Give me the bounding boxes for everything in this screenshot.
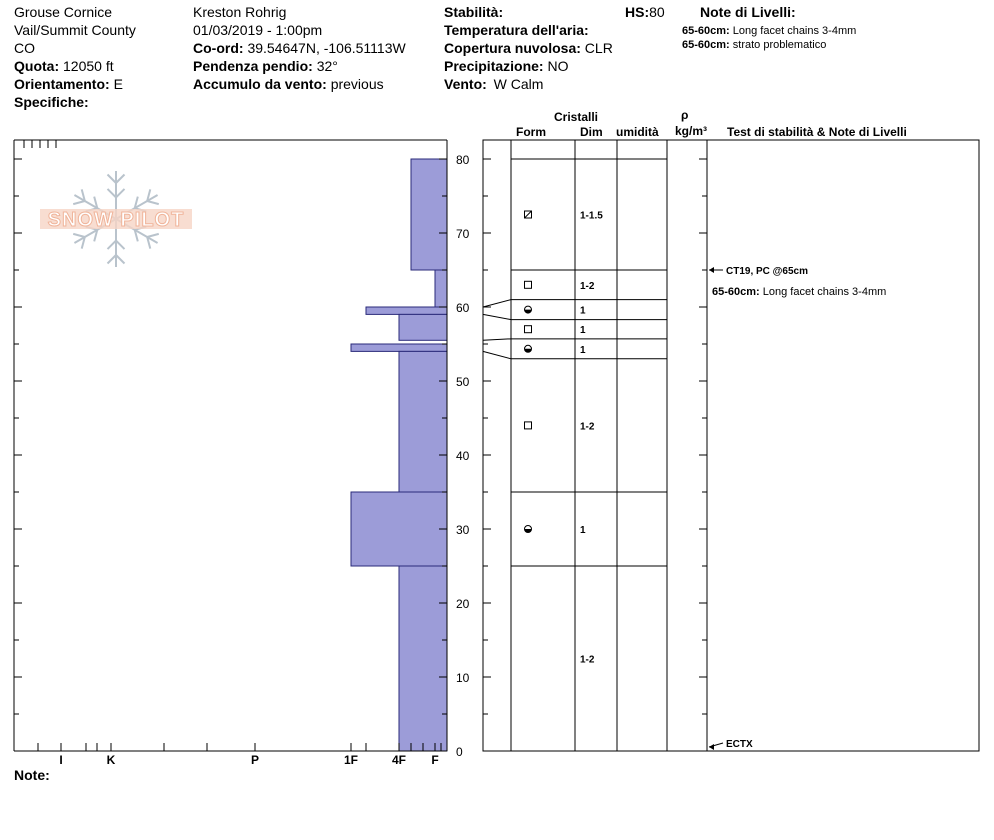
y-tick-label: 40 <box>456 449 470 463</box>
elevation-label: Quota: <box>14 58 60 74</box>
cloud-value: CLR <box>584 40 613 56</box>
snowflake-branch <box>116 175 124 183</box>
aspect-label: Orientamento: <box>14 76 110 92</box>
grain-size-label: 1-2 <box>580 654 595 666</box>
hs-label: HS: <box>625 4 650 20</box>
grain-size-label: 1 <box>580 344 586 356</box>
snowpilot-logo <box>40 171 192 267</box>
snowflake-branch <box>147 201 159 204</box>
stability-test-label: ECTX <box>726 739 753 750</box>
hardness-bar <box>351 344 447 351</box>
grain-size-label: 1-1.5 <box>580 210 603 222</box>
specifics-label: Specifiche: <box>14 94 89 110</box>
hs-value: 80 <box>649 4 665 20</box>
facet-rounding-mark <box>525 211 532 218</box>
logo-text: SNOW PILOT <box>47 209 185 231</box>
coord-label: Co-ord: <box>193 40 244 56</box>
hardness-bar <box>399 314 447 340</box>
layer-note-1-range: 65-60cm: <box>682 25 730 37</box>
crystals-header: Cristalli <box>554 110 599 124</box>
layer-connector <box>483 351 511 358</box>
snowflake-branch <box>116 241 124 249</box>
hardness-bar <box>399 566 447 751</box>
wind-loading-value: previous <box>330 76 384 92</box>
layer-connector <box>483 300 511 307</box>
chart-layer-note-range: 65-60cm: <box>712 286 763 298</box>
air-temp-label: Temperatura dell'aria: <box>444 22 589 38</box>
layer-table <box>483 140 979 751</box>
aspect-value: E <box>113 76 123 92</box>
test-arrow <box>709 267 714 273</box>
wind-loading-label: Accumulo da vento: <box>193 76 327 92</box>
location-name: Grouse Cornice <box>14 4 113 20</box>
facet-icon <box>525 326 532 333</box>
slope-label: Pendenza pendio: <box>193 58 313 74</box>
precip-value: NO <box>547 58 569 74</box>
area-name: Vail/Summit County <box>14 22 136 38</box>
snowflake-branch <box>116 255 124 263</box>
y-tick-label: 70 <box>456 227 470 241</box>
hardness-bar <box>366 307 447 314</box>
chart-layer-note-text: Long facet chains 3-4mm <box>762 286 887 298</box>
hardness-label: I <box>59 753 63 767</box>
y-tick-label: 0 <box>456 745 463 759</box>
observer-name: Kreston Rohrig <box>193 4 287 20</box>
hardness-label: F <box>431 753 439 767</box>
moisture-header: umidità <box>616 125 659 139</box>
coord-value: 39.54647N, -106.51113W <box>247 40 406 56</box>
rho-header: ρ <box>681 108 689 122</box>
y-tick-label: 20 <box>456 597 470 611</box>
snowflake-branch <box>108 175 116 183</box>
facet-icon <box>525 281 532 288</box>
state-name: CO <box>14 40 35 56</box>
chart-layer-note <box>712 286 886 298</box>
snowflake-branch <box>73 234 85 237</box>
snowflake-branch <box>108 255 116 263</box>
hardness-bar <box>399 351 447 492</box>
snowflake-branch <box>73 201 85 204</box>
stability-label: Stabilità: <box>444 4 504 20</box>
grain-size-label: 1 <box>580 325 586 337</box>
layer-notes-title: Note di Livelli: <box>700 4 796 20</box>
slope-value: 32° <box>316 58 338 74</box>
elevation-value: 12050 ft <box>63 58 114 74</box>
layer-note-2-range: 65-60cm: <box>682 39 730 51</box>
precip-label: Precipitazione: <box>444 58 544 74</box>
snowflake-branch <box>108 189 116 197</box>
stability-test-label: CT19, PC @65cm <box>726 266 809 277</box>
hardness-layers <box>351 159 447 751</box>
test-arrow <box>709 744 714 750</box>
grain-size-label: 1-2 <box>580 421 595 433</box>
y-tick-label: 50 <box>456 375 470 389</box>
y-tick-label: 10 <box>456 671 470 685</box>
grain-size-label: 1-2 <box>580 280 595 292</box>
cloud-label: Copertura nuvolosa: <box>444 40 581 56</box>
y-tick-label: 60 <box>456 301 470 315</box>
hardness-label: K <box>106 753 116 767</box>
snowflake-branch <box>147 234 159 237</box>
table-frame <box>483 140 979 751</box>
hardness-label: 4F <box>391 753 407 767</box>
density-header: kg/m³ <box>675 124 708 138</box>
layer-note-1-text: Long facet chains 3-4mm <box>732 25 857 37</box>
y-tick-label: 80 <box>456 153 470 167</box>
snowflake-branch <box>108 241 116 249</box>
snowflake-branch <box>116 189 124 197</box>
hardness-label: 1F <box>343 753 359 767</box>
layer-connector <box>483 314 511 319</box>
form-header: Form <box>516 125 546 139</box>
size-header: Dim <box>580 125 603 139</box>
hardness-bar <box>411 159 447 270</box>
hardness-bar <box>435 270 447 307</box>
grain-size-label: 1 <box>580 305 586 317</box>
wind-value: W Calm <box>493 76 544 92</box>
facet-icon <box>525 422 532 429</box>
y-tick-label: 30 <box>456 523 470 537</box>
layer-connector <box>483 339 511 340</box>
notes-label: Note: <box>14 767 50 783</box>
layer-note-2-text: strato problematico <box>732 39 827 51</box>
hardness-bar <box>351 492 447 566</box>
grain-size-label: 1 <box>580 525 586 536</box>
observation-datetime: 01/03/2019 - 1:00pm <box>193 22 323 38</box>
tests-header: Test di stabilità & Note di Livelli <box>727 125 907 139</box>
wind-label: Vento: <box>444 76 487 92</box>
hardness-label: P <box>250 753 260 767</box>
